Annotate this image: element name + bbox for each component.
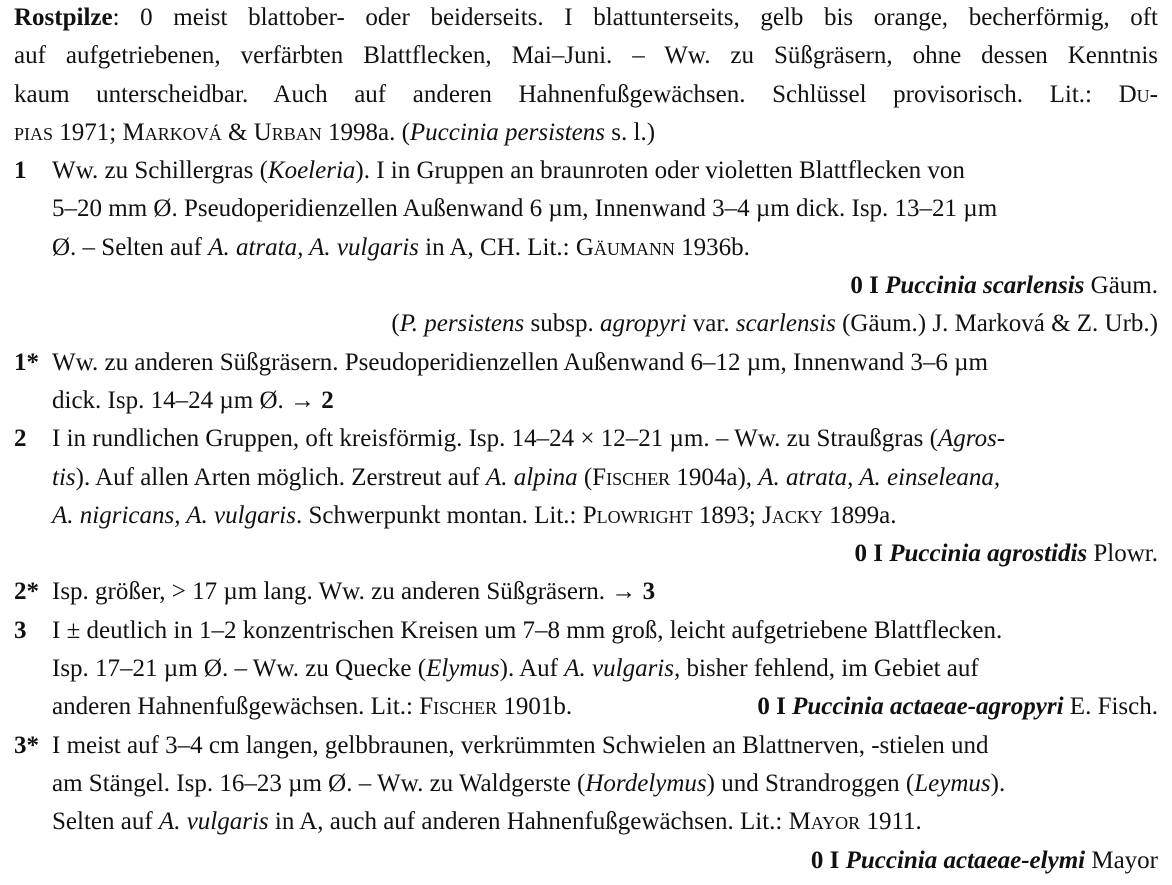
intro-text: 1971; — [53, 118, 123, 146]
variety-name: scarlensis — [735, 310, 836, 338]
spore-stage: 0 I — [810, 846, 846, 874]
intro-text: kaum unterscheidbar. Auch auf anderen Hahnenfußgewächsen. Schlüssel provisorisch. Lit.: — [14, 80, 1119, 108]
taxon-name: Puccinia agrostidis — [889, 540, 1088, 568]
key-text-part: I in rundlichen Gruppen, oft kreisförmig. Isp. 14–24 × 12–21 µm. – Ww. zu Straußgras ( — [52, 425, 938, 453]
key-result — [0, 535, 1172, 573]
genus-name: tis — [52, 463, 76, 491]
key-line — [0, 190, 1172, 228]
key-goto-link[interactable]: 3 — [642, 578, 656, 606]
intro-line-1 — [0, 0, 1172, 37]
author-name: Jacky — [762, 501, 823, 529]
intro-text: & — [221, 118, 254, 146]
key-line — [0, 727, 1172, 765]
key-text-left — [52, 688, 572, 726]
author-name: pias — [14, 118, 54, 146]
key-text: I meist auf 3–4 cm langen, gelbbraunen, verkrümmten Schwielen an Blattnerven, -stielen und — [52, 731, 989, 759]
key-text-part: Ø. – Selten auf — [52, 233, 209, 261]
genus-name: Leymus — [914, 769, 991, 797]
key-text-part: ). — [990, 769, 1006, 797]
key-text-part: Isp. 17–21 µm Ø. – Ww. zu Quecke ( — [52, 655, 427, 683]
author-name: Fischer — [592, 463, 671, 491]
key-text — [0, 425, 1005, 452]
key-text-part: 1904a), — [670, 463, 759, 491]
synonym-text: ( — [391, 310, 400, 338]
taxon-author: Mayor — [1085, 846, 1158, 874]
key-line — [0, 688, 1172, 726]
key-text-part: 1901b. — [497, 693, 573, 721]
intro-text: auf aufgetriebenen, verfärbten Blattflecken, Mai–Juni. – Ww. zu Süßgräsern, ohne dessen Kenntnis — [14, 42, 1158, 70]
author-name: Du- — [1118, 80, 1158, 108]
intro-text: 1998a. ( — [321, 118, 410, 146]
intro-text: : 0 meist blattober- oder beiderseits. I blattunterseits, gelb bis orange, becherförmig, oft — [112, 4, 1158, 31]
key-text-part: 1893; — [692, 501, 763, 529]
spore-stage: 0 I — [854, 540, 890, 568]
key-result — [757, 688, 1158, 726]
key-line — [0, 803, 1172, 841]
key-text-part: Isp. größer, > 17 µm lang. Ww. zu anderen Süßgräsern. → — [52, 578, 643, 606]
key-line — [0, 382, 1172, 420]
species-name: A. vulgaris, — [564, 655, 681, 683]
key-text — [0, 578, 655, 605]
key-result — [0, 267, 1172, 305]
author-name: Fischer — [419, 693, 498, 721]
spore-stage: 0 I — [757, 693, 793, 721]
key-line — [0, 612, 1172, 650]
key-number: 1 — [14, 157, 27, 185]
key-line — [0, 573, 1172, 611]
key-line — [0, 650, 1172, 688]
key-text — [0, 157, 965, 184]
key-text-part: 1899a. — [822, 501, 897, 529]
genus-name: Hordelymus — [585, 769, 707, 797]
intro-line-2 — [0, 37, 1172, 75]
key-line — [0, 152, 1172, 190]
taxon-name: Puccinia actaeae-agropyri — [792, 693, 1064, 721]
species-name: P. persistens — [399, 310, 525, 338]
genus-name: Koeleria — [267, 157, 356, 185]
key-text-part: . Schwerpunkt montan. Lit.: — [295, 501, 583, 529]
subspecies-name: agropyri — [599, 310, 687, 338]
taxon-name: Puccinia scarlensis — [885, 272, 1085, 300]
intro-line-3 — [0, 76, 1172, 114]
key-text: Ww. zu anderen Süßgräsern. Pseudoperidienzellen Außenwand 6–12 µm, Innenwand 3–6 µm — [52, 348, 988, 376]
author-name: Gäumann — [575, 233, 675, 261]
key-text-part: 5–20 mm Ø. Pseudoperidienzellen Außenwand 6 µm, Innenwand 3–4 µm dick. Isp. 13–21 µm — [52, 195, 998, 223]
author-name: Plowright — [582, 501, 693, 529]
intro-line-4 — [0, 114, 1172, 152]
author-name: Urban — [253, 118, 322, 146]
key-text-part: ). Auf allen Arten möglich. Zerstreut auf — [75, 463, 486, 491]
key-line — [0, 229, 1172, 267]
key-text-part: in A, auch auf anderen Hahnenfußgewächsen. Lit.: — [268, 808, 789, 836]
taxon-author: E. Fisch. — [1063, 693, 1158, 721]
species-name: A. vulgaris — [158, 808, 269, 836]
key-text-part: anderen Hahnenfußgewächsen. Lit.: — [52, 693, 420, 721]
key-text-part: ( — [577, 463, 593, 491]
key-text-part: 1936b. — [674, 233, 750, 261]
synonym-text: var. — [686, 310, 736, 338]
key-text-part: in A, CH. Lit.: — [418, 233, 576, 261]
key-line — [0, 497, 1172, 535]
key-text: I ± deutlich in 1–2 konzentrischen Kreisen um 7–8 mm groß, leicht aufgetriebene Blattflecken. — [52, 616, 1003, 644]
key-line — [0, 420, 1172, 458]
key-synonym — [0, 305, 1172, 343]
key-text-part: 1911. — [860, 808, 922, 836]
key-goto-link[interactable]: 2 — [321, 386, 334, 414]
key-result — [0, 842, 1172, 880]
key-text-part: am Stängel. Isp. 16–23 µm Ø. – Ww. zu Waldgerste ( — [52, 769, 586, 797]
genus-name: Elymus — [426, 655, 500, 683]
key-line — [0, 344, 1172, 382]
key-text-part: ) und Strandroggen ( — [706, 769, 915, 797]
species-name: A. nigricans, A. vulgaris — [52, 501, 296, 529]
author-name: Marková — [122, 118, 222, 146]
key-number: 3 — [14, 616, 27, 644]
key-number: 3* — [14, 731, 39, 759]
key-line — [0, 765, 1172, 803]
key-text-part: Selten auf — [52, 808, 159, 836]
species-name: A. atrata, A. einseleana, — [758, 463, 1001, 491]
key-number: 1* — [14, 348, 39, 376]
intro-heading: Rostpilze — [14, 4, 113, 31]
intro-text: s. l.) — [605, 118, 656, 146]
key-text-part: ). Auf — [499, 655, 565, 683]
taxon-author: Plowr. — [1087, 540, 1158, 568]
author-name: Mayor — [788, 808, 861, 836]
genus-name: Agros- — [938, 425, 1006, 453]
spore-stage: 0 I — [850, 272, 886, 300]
taxon-name: Puccinia actaeae-elymi — [845, 846, 1086, 874]
synonym-text: (Gäum.) J. Marková & Z. Urb.) — [835, 310, 1158, 338]
key-text-part: dick. Isp. 14–24 µm Ø. → — [52, 386, 322, 414]
taxon-author: Gäum. — [1084, 272, 1158, 300]
species-name: A. alpina — [485, 463, 578, 491]
key-line — [0, 459, 1172, 497]
synonym-text: subsp. — [524, 310, 600, 338]
key-text-part: ). I in Gruppen an braunroten oder violetten Blattflecken von — [355, 157, 965, 185]
species-name: Puccinia persistens — [409, 118, 606, 146]
key-number: 2 — [14, 425, 27, 453]
species-name: A. atrata, A. vulgaris — [208, 233, 419, 261]
key-text-part: Ww. zu Schillergras ( — [52, 157, 268, 185]
key-text-part: bisher fehlend, im Gebiet auf — [680, 655, 979, 683]
key-number: 2* — [14, 578, 39, 606]
